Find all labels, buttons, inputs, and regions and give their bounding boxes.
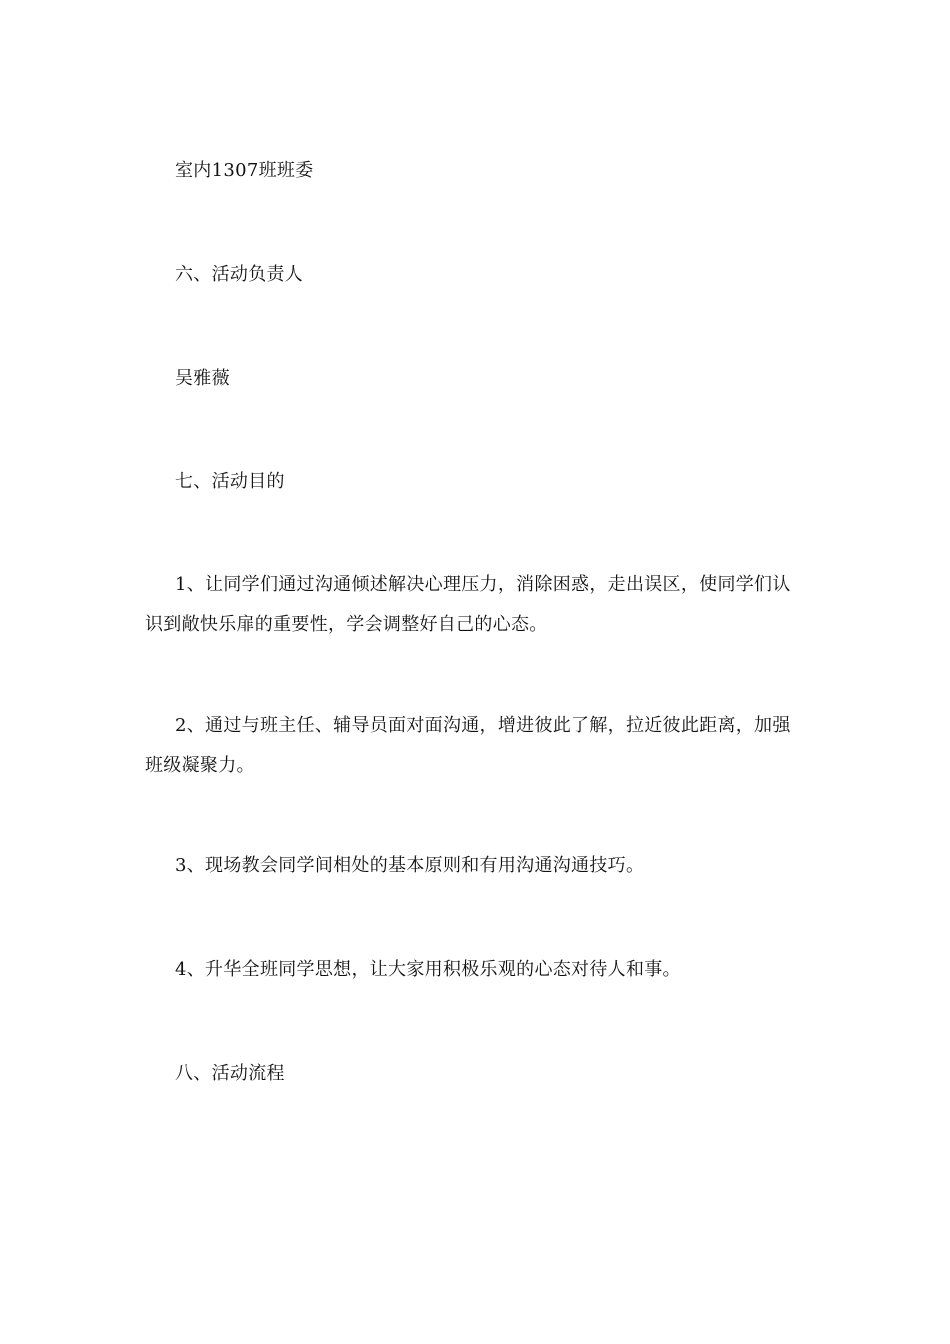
paragraph-purpose-1: 1、让同学们通过沟通倾述解决心理压力，消除困惑，走出误区，使同学们认识到敞快乐扉的重要性，学会调整好自己的心态。 (145, 574, 791, 635)
paragraph-purpose-4: 4、升华全班同学思想，让大家用积极乐观的心态对待人和事。 (175, 959, 681, 980)
paragraph-location: 室内1307班班委 (175, 160, 314, 181)
heading-activity-leader: 六、活动负责人 (175, 264, 304, 285)
heading-activity-purpose: 七、活动目的 (175, 471, 285, 492)
paragraph-purpose-3: 3、现场教会同学间相处的基本原则和有用沟通沟通技巧。 (175, 855, 645, 876)
paragraph-leader-name: 吴雅薇 (175, 368, 230, 389)
paragraph-purpose-2: 2、通过与班主任、辅导员面对面沟通，增进彼此了解，拉近彼此距离，加强班级凝聚力。 (145, 715, 791, 776)
heading-activity-process: 八、活动流程 (175, 1063, 285, 1084)
